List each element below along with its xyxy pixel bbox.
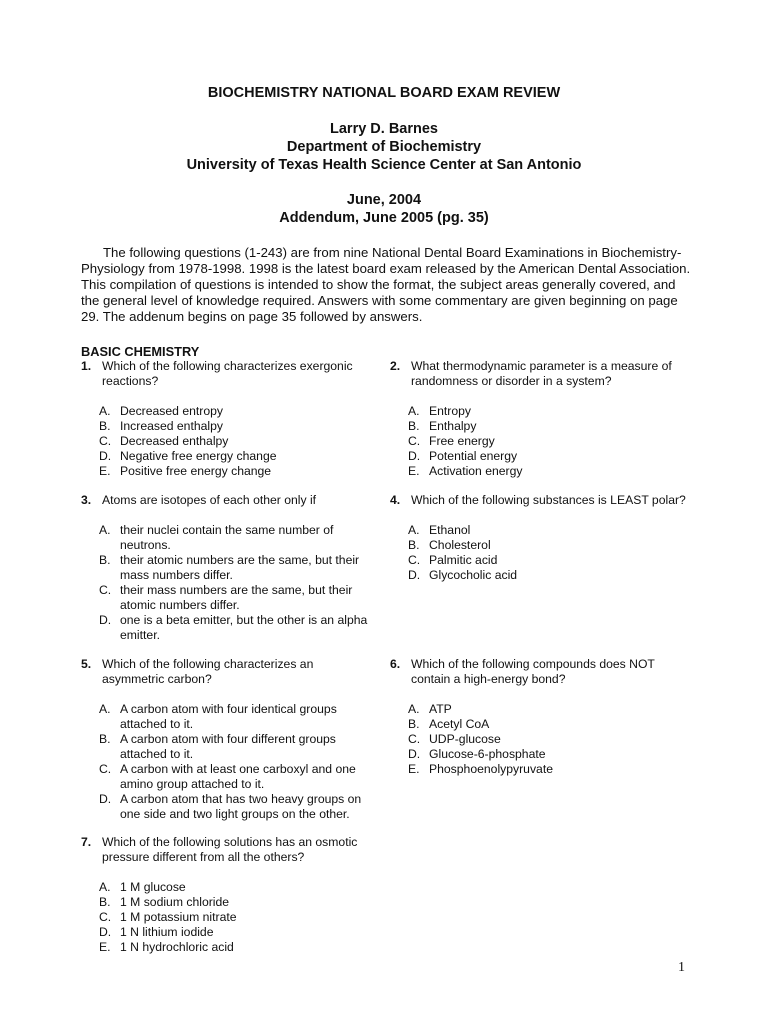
option-text: Activation energy	[429, 464, 523, 478]
institution: University of Texas Health Science Center at San Antonio	[186, 157, 582, 173]
answer-option	[99, 940, 371, 955]
answer-option	[408, 449, 690, 464]
option-text: Cholesterol	[429, 538, 491, 552]
question-stem	[81, 493, 371, 508]
option-text: Glucose-6-phosphate	[429, 747, 546, 761]
option-letter: D.	[408, 568, 421, 582]
answer-option	[408, 419, 690, 434]
option-text: Entropy	[429, 404, 472, 418]
option-letter: D.	[99, 792, 112, 806]
option-text: 1 N hydrochloric acid	[120, 940, 234, 954]
option-text: Free energy	[429, 434, 495, 448]
addendum-note: Addendum, June 2005 (pg. 35)	[279, 210, 489, 226]
option-text: their atomic numbers are the same, but their mass numbers differ.	[120, 553, 360, 582]
option-text: Decreased entropy	[120, 404, 223, 418]
question-text: Which of the following characterizes exergonic reactions?	[102, 359, 353, 388]
option-text: UDP-glucose	[429, 732, 501, 746]
question-text: Which of the following substances is LEAST polar?	[411, 493, 686, 507]
answer-options	[390, 702, 690, 777]
answer-option	[408, 732, 690, 747]
answer-option	[99, 583, 371, 613]
option-text: Potential energy	[429, 449, 518, 463]
option-letter: A.	[408, 404, 420, 418]
option-text: ATP	[429, 702, 452, 716]
option-text: A carbon atom with four different groups attached to it.	[120, 732, 336, 761]
option-text: Palmitic acid	[429, 553, 498, 567]
option-text: Glycocholic acid	[429, 568, 518, 582]
option-text: their nuclei contain the same number of neutrons.	[120, 523, 334, 552]
answer-options	[81, 880, 371, 955]
question	[81, 359, 371, 479]
question-stem	[390, 657, 690, 687]
answer-option	[99, 553, 371, 583]
question-text: What thermodynamic parameter is a measure of randomness or disorder in a system?	[411, 359, 672, 388]
option-letter: A.	[99, 702, 111, 716]
question	[390, 657, 690, 777]
author-name: Larry D. Barnes	[330, 121, 438, 137]
question-number: 4.	[390, 493, 401, 507]
question	[81, 493, 371, 643]
answer-option	[99, 732, 371, 762]
answer-option	[99, 925, 371, 940]
answer-option	[99, 464, 371, 479]
question-stem	[390, 359, 690, 389]
date: June, 2004	[346, 192, 422, 208]
intro-paragraph: The following questions (1-243) are from nine National Dental Board Examinations in Biochemistry-Physiology from 1978-1998. 1998 is the latest board exam released by the American Dental Association. This compilation of questions is intended to show the format, the subject areas generally covered, and the general level of knowledge required. Answers with some commentary are given beginning on page 29. The addenum begins on page 35 followed by answers.	[81, 245, 691, 324]
option-text: Ethanol	[429, 523, 471, 537]
question-stem	[81, 657, 371, 687]
answer-option	[408, 404, 690, 419]
answer-option	[99, 613, 371, 643]
question-number: 7.	[81, 835, 92, 849]
option-letter: C.	[99, 583, 112, 597]
option-letter: E.	[408, 464, 420, 478]
question-stem	[81, 835, 371, 865]
option-letter: A.	[408, 523, 420, 537]
option-letter: C.	[408, 434, 421, 448]
answer-option	[99, 419, 371, 434]
question-stem	[390, 493, 690, 508]
answer-option	[408, 717, 690, 732]
option-letter: B.	[408, 419, 420, 433]
option-letter: C.	[99, 910, 112, 924]
answer-option	[99, 523, 371, 553]
answer-options	[81, 404, 371, 479]
answer-option	[408, 434, 690, 449]
option-letter: B.	[408, 538, 420, 552]
question-text: Atoms are isotopes of each other only if	[102, 493, 317, 507]
question-text: Which of the following compounds does NOT contain a high-energy bond?	[411, 657, 655, 686]
option-letter: B.	[99, 419, 111, 433]
option-text: A carbon atom with four identical groups attached to it.	[120, 702, 337, 731]
option-letter: A.	[99, 523, 111, 537]
option-text: A carbon atom that has two heavy groups on one side and two light groups on the other.	[120, 792, 362, 821]
option-letter: B.	[99, 895, 111, 909]
answer-option	[99, 434, 371, 449]
answer-options	[81, 702, 371, 822]
option-text: Positive free energy change	[120, 464, 272, 478]
option-text: 1 N lithium iodide	[120, 925, 214, 939]
option-letter: D.	[99, 925, 112, 939]
question-number: 2.	[390, 359, 401, 373]
answer-option	[99, 910, 371, 925]
option-letter: B.	[99, 732, 111, 746]
department: Department of Biochemistry	[286, 139, 482, 155]
answer-option	[408, 553, 690, 568]
option-letter: E.	[408, 762, 420, 776]
answer-option	[408, 464, 690, 479]
question	[81, 835, 371, 955]
answer-option	[99, 449, 371, 464]
option-letter: A.	[99, 880, 111, 894]
question-number: 6.	[390, 657, 401, 671]
question	[390, 493, 690, 583]
option-letter: A.	[99, 404, 111, 418]
answer-option	[99, 404, 371, 419]
option-text: 1 M sodium chloride	[120, 895, 230, 909]
option-text: Decreased enthalpy	[120, 434, 229, 448]
answer-option	[408, 523, 690, 538]
option-text: their mass numbers are the same, but their atomic numbers differ.	[120, 583, 353, 612]
question-number: 3.	[81, 493, 92, 507]
option-text: 1 M glucose	[120, 880, 186, 894]
option-letter: D.	[99, 449, 112, 463]
question-text: Which of the following characterizes an asymmetric carbon?	[102, 657, 314, 686]
option-letter: D.	[408, 449, 421, 463]
option-letter: D.	[99, 613, 112, 627]
option-letter: B.	[99, 553, 111, 567]
question-number: 1.	[81, 359, 92, 373]
option-text: A carbon with at least one carboxyl and one amino group attached to it.	[120, 762, 356, 791]
answer-option	[408, 762, 690, 777]
question-stem	[81, 359, 371, 389]
answer-option	[408, 568, 690, 583]
option-letter: C.	[408, 553, 421, 567]
page-number: 1	[678, 960, 685, 975]
answer-options	[81, 523, 371, 643]
option-text: Enthalpy	[429, 419, 477, 433]
question-text: Which of the following solutions has an osmotic pressure different from all the others?	[102, 835, 358, 864]
option-letter: C.	[99, 762, 112, 776]
answer-option	[99, 880, 371, 895]
option-text: Increased enthalpy	[120, 419, 223, 433]
option-letter: D.	[408, 747, 421, 761]
answer-option	[99, 895, 371, 910]
section-heading: BASIC CHEMISTRY	[81, 344, 200, 359]
option-text: Acetyl CoA	[429, 717, 490, 731]
question	[390, 359, 690, 479]
option-letter: B.	[408, 717, 420, 731]
option-text: one is a beta emitter, but the other is an alpha emitter.	[120, 613, 368, 642]
option-letter: E.	[99, 464, 111, 478]
option-letter: C.	[99, 434, 112, 448]
answer-options	[390, 523, 690, 583]
answer-option	[99, 762, 371, 792]
document-title: BIOCHEMISTRY NATIONAL BOARD EXAM REVIEW	[207, 85, 561, 101]
answer-option	[99, 792, 371, 822]
option-text: Negative free energy change	[120, 449, 277, 463]
answer-option	[408, 747, 690, 762]
question	[81, 657, 371, 822]
answer-options	[390, 404, 690, 479]
option-text: 1 M potassium nitrate	[120, 910, 237, 924]
option-letter: A.	[408, 702, 420, 716]
option-letter: E.	[99, 940, 111, 954]
answer-option	[408, 538, 690, 553]
option-text: Phosphoenolypyruvate	[429, 762, 553, 776]
answer-option	[408, 702, 690, 717]
option-letter: C.	[408, 732, 421, 746]
answer-option	[99, 702, 371, 732]
question-number: 5.	[81, 657, 92, 671]
